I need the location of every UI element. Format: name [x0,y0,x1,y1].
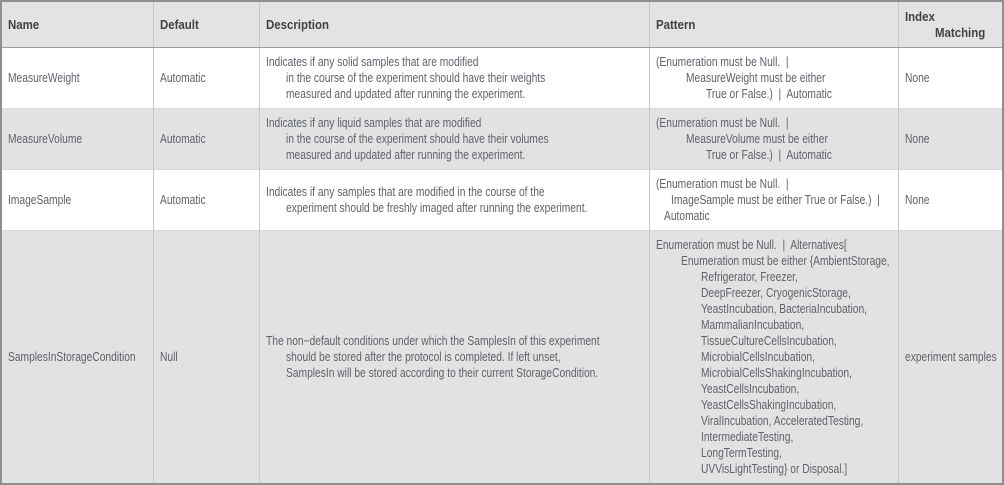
pattern-cell-text: YeastCellsIncubation, [700,382,799,396]
description-cell-text: Indicates if any liquid samples that are modified [265,116,481,130]
name-cell [1,109,153,170]
index-matching-cell-text: experiment samples [904,350,997,364]
description-cell [259,48,649,109]
pattern-cell [649,109,898,170]
description-cell-text: SamplesIn will be stored according to their current StorageCondition. [285,366,598,380]
pattern-cell-text: (Enumeration must be Null. | [655,116,789,130]
pattern-cell-text: Refrigerator, Freezer, [700,270,798,284]
pattern-cell-text: MeasureVolume must be either [685,132,828,146]
pattern-cell [649,48,898,109]
default-cell [153,48,259,109]
description-cell [259,109,649,170]
column-header-name [1,1,153,48]
description-cell-text: experiment should be freshly imaged after running the experiment. [285,201,587,215]
column-header-index-matching [898,1,1003,48]
table-row [1,48,1003,109]
header-label-default: Default [159,16,199,32]
pattern-cell-text: TissueCultureCellsIncubation, [700,334,837,348]
header-row [1,1,1003,48]
pattern-cell-text: Automatic [663,209,710,223]
default-cell-text: Null [159,350,178,364]
name-cell-text: ImageSample [8,193,72,207]
pattern-cell-text: MammalianIncubation, [700,318,804,332]
description-cell-text: should be stored after the protocol is completed. If left unset, [285,350,561,364]
index-matching-cell-text: None [904,132,930,146]
pattern-cell-text: IntermediateTesting, [700,430,793,444]
name-cell [1,170,153,231]
description-cell [259,231,649,485]
pattern-cell-text: LongTermTesting, [700,446,782,460]
description-cell [259,170,649,231]
description-cell-text: Indicates if any solid samples that are modified [265,55,479,69]
description-cell-text: in the course of the experiment should have their volumes [285,132,549,146]
pattern-cell-text: Enumeration must be Null. | Alternatives[ [655,238,847,252]
default-cell-text: Automatic [159,132,206,146]
table-row [1,109,1003,170]
index-matching-cell [898,231,1003,485]
header-label-description: Description [265,16,329,32]
default-cell-text: Automatic [159,193,206,207]
index-matching-cell [898,170,1003,231]
name-cell [1,231,153,485]
pattern-cell [649,231,898,485]
table-body [1,48,1003,485]
description-cell-text: in the course of the experiment should have their weights [285,71,545,85]
pattern-cell [649,170,898,231]
pattern-cell-text: YeastIncubation, BacteriaIncubation, [700,302,867,316]
index-matching-cell-text: None [904,193,930,207]
description-cell-text: Indicates if any samples that are modified in the course of the [265,185,545,199]
default-cell-text: Automatic [159,71,206,85]
description-cell-text: measured and updated after running the experiment. [285,148,525,162]
index-matching-cell [898,109,1003,170]
default-cell [153,109,259,170]
pattern-cell-text: MeasureWeight must be either [685,71,825,85]
table-row [1,231,1003,485]
name-cell-text: SamplesInStorageCondition [8,350,136,364]
pattern-cell-text: YeastCellsShakingIncubation, [700,398,836,412]
header-label-name: Name [8,16,40,32]
description-cell-text: measured and updated after running the experiment. [285,87,525,101]
header-label-index-matching: Index [904,8,935,24]
default-cell [153,170,259,231]
column-header-default [153,1,259,48]
header-label-pattern: Pattern [655,16,695,32]
column-header-description [259,1,649,48]
pattern-cell-text: True or False.) | Automatic [705,148,832,162]
pattern-cell-text: ViralIncubation, AcceleratedTesting, [700,414,863,428]
pattern-cell-text: MicrobialCellsShakingIncubation, [700,366,852,380]
pattern-cell-text: True or False.) | Automatic [705,87,832,101]
name-cell-text: MeasureWeight [8,71,80,85]
name-cell [1,48,153,109]
pattern-cell-text: MicrobialCellsIncubation, [700,350,815,364]
column-header-pattern [649,1,898,48]
index-matching-cell [898,48,1003,109]
table-row [1,170,1003,231]
pattern-cell-text: DeepFreezer, CryogenicStorage, [700,286,851,300]
pattern-cell-text: (Enumeration must be Null. | [655,55,789,69]
default-cell [153,231,259,485]
pattern-cell-text: ImageSample must be either True or False.) | [670,193,880,207]
pattern-cell-text: (Enumeration must be Null. | [655,177,789,191]
header-label-index-matching: Matching [934,24,985,40]
table-header [1,1,1003,48]
pattern-cell-text: Enumeration must be either {AmbientStorage, [680,254,890,268]
description-cell-text: The non−default conditions under which the SamplesIn of this experiment [265,334,600,348]
pattern-cell-text: UVVisLightTesting} or Disposal.] [700,462,847,476]
index-matching-cell-text: None [904,71,930,85]
name-cell-text: MeasureVolume [8,132,83,146]
